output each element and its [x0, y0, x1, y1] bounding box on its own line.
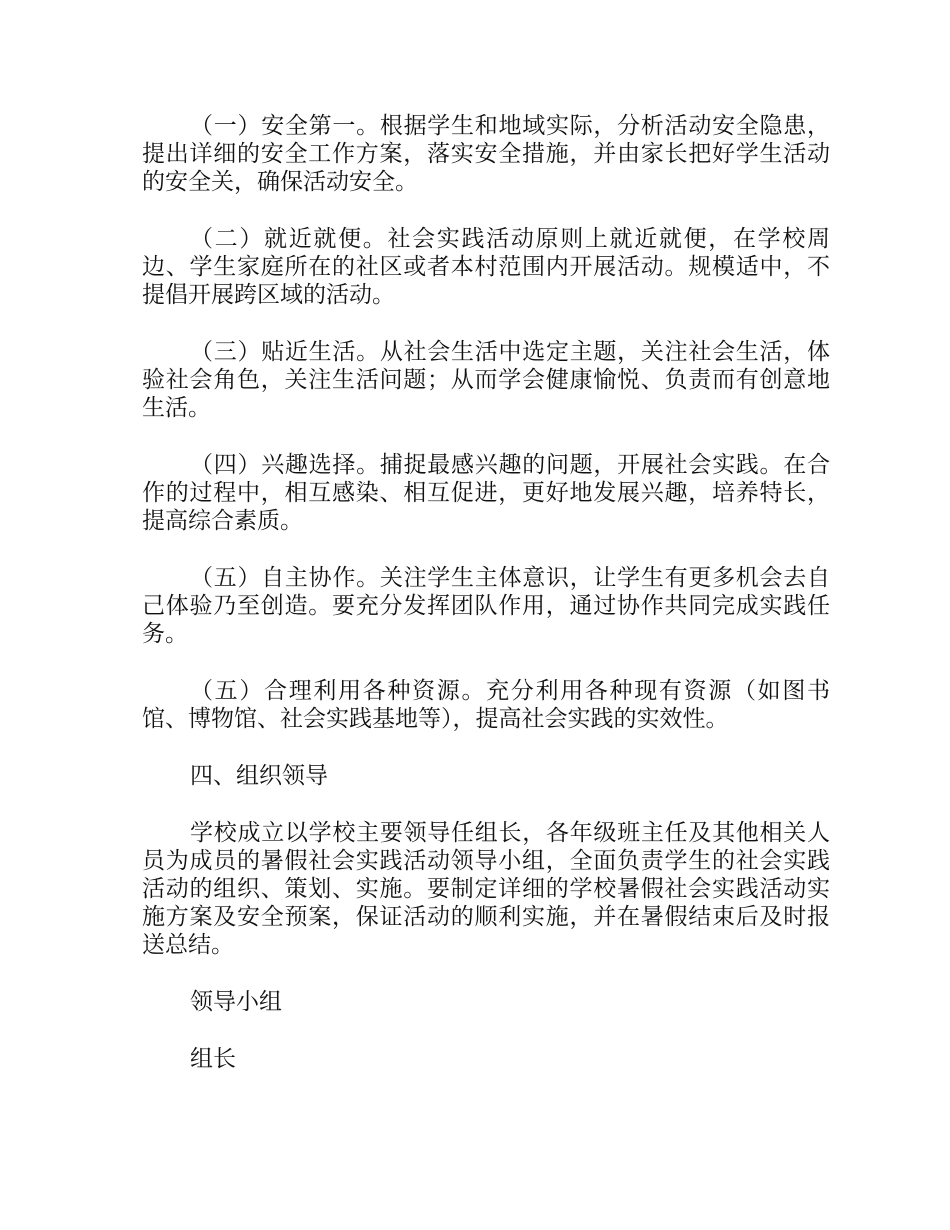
paragraph-use-resources: （五）合理利用各种资源。充分利用各种现有资源（如图书馆、博物馆、社会实践基地等），提高社会实践的实效性。: [142, 678, 830, 732]
group-title: 领导小组: [190, 989, 282, 1015]
paragraph-close-to-life: （三）贴近生活。从社会生活中选定主题，关注社会生活，体验社会角色，关注生活问题；从而学会健康愉悦、负责而有创意地生活。: [142, 339, 830, 421]
section-heading-organization: 四、组织领导: [190, 763, 328, 789]
group-leader-label: 组长: [190, 1046, 236, 1072]
paragraph-safety-first: （一）安全第一。根据学生和地域实际，分析活动安全隐患，提出详细的安全工作方案，落实安全措施，并由家长把好学生活动的安全关，确保活动安全。: [142, 113, 830, 195]
paragraph-nearby-convenience: （二）就近就便。社会实践活动原则上就近就便，在学校周边、学生家庭所在的社区或者本村范围内开展活动。规模适中，不提倡开展跨区域的活动。: [142, 226, 830, 308]
document-page: [142, 112, 830, 1102]
paragraph-organization: 学校成立以学校主要领导任组长，各年级班主任及其他相关人员为成员的暑假社会实践活动领导小组，全面负责学生的社会实践活动的组织、策划、实施。要制定详细的学校暑假社会实践活动实施方案及安全预案，保证活动的顺利实施，并在暑假结束后及时报送总结。: [142, 820, 830, 958]
paragraph-self-collaboration: （五）自主协作。关注学生主体意识，让学生有更多机会去自己体验乃至创造。要充分发挥团队作用，通过协作共同完成实践任务。: [142, 565, 830, 647]
paragraph-interest-choice: （四）兴趣选择。捕捉最感兴趣的问题，开展社会实践。在合作的过程中，相互感染、相互促进，更好地发展兴趣，培养特长，提高综合素质。: [142, 452, 830, 534]
